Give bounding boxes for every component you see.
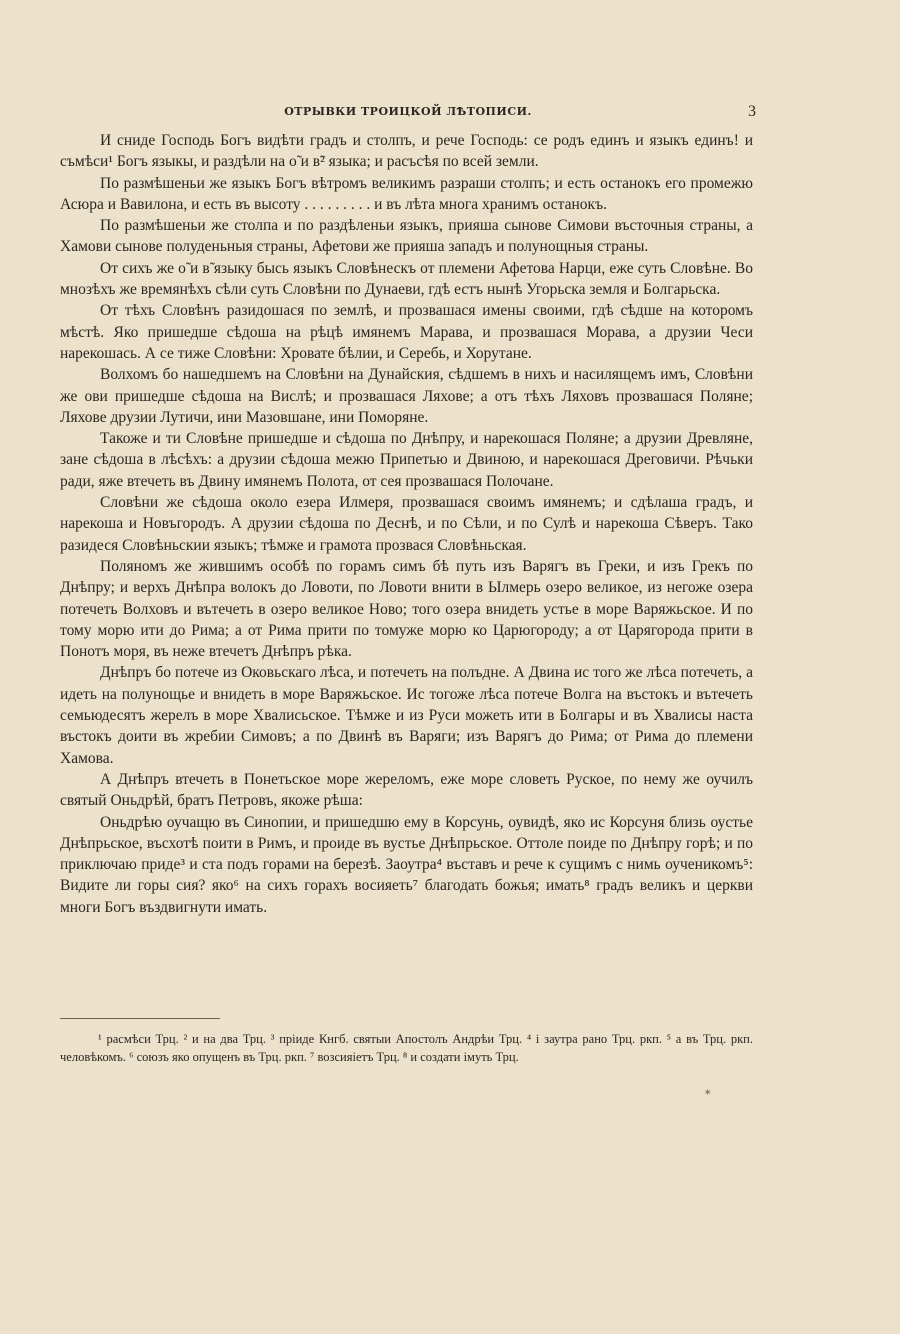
paragraph: Днѣпръ бо потече из Оковьскаго лѣса, и потечеть на полъдне. А Двина ис того же лѣса потечеть, а идеть на полунощье и внидеть в море Варяжьское. Ис тогоже лѣса потече Волга на въстокъ и вътечеть семьюдесятъ жерелъ в море Хвалисьское. Тѣмже и из Руси можеть ити в Болгары и въ Хвалисы наста въстокъ доити въ жребии Симовъ; а по Двинѣ въ Варяги; изъ Варягъ до Рима; от Рима до племени Хамова.: [60, 664, 753, 767]
footnotes: ¹ расмѣси Трц. ² и на два Трц. ³ прiиде Кнгб. святыи Апостолъ Андрѣи Трц. ⁴ i заутра рано Трц. ркп. ⁵ а въ Трц. ркп. человѣкомъ. ⁶ союзъ яко опущенъ въ Трц. ркп. ⁷ возсияiетъ Трц. ⁸ и создати iмуть Трц.: [60, 1032, 753, 1064]
paragraph: По размѣшеньи же столпа и по раздѣленьи языкъ, прияша сынове Симови въсточныя страны, а Хамови сынове полуденьныя страны, Афетови же прияша западъ и полунощныя страны.: [60, 217, 753, 256]
paragraph: От тѣхъ Словѣнъ разидошася по землѣ, и прозвашася имены своими, гдѣ сѣдше на которомъ мѣстѣ. Яко пришедше сѣдоша на рѣцѣ имянемъ Марава, и прозвашася Морава, а друзии Чеси нарекошась. А се тиже Словѣни: Хровате бѣлии, и Серебь, и Хорутане.: [60, 302, 753, 362]
paragraph: От сихъ же о̃ и в̃ языку бысь языкъ Словѣнескъ от племени Афетова Нарци, еже суть Словѣне. Во мнозѣхъ же времянѣхъ сѣли суть Словѣни по Дунаеви, гдѣ естъ нынѣ Угорьска земля и Болгарьска.: [60, 259, 753, 299]
paragraph: А Днѣпръ втечеть в Понетьское море жереломъ, еже море словеть Руское, по нему же оучилъ святый Оньдрѣй, братъ Петровъ, якоже рѣша:: [60, 770, 753, 810]
page-number: 3: [748, 103, 756, 120]
main-text: [60, 130, 753, 918]
paragraph: Такоже и ти Словѣне пришедше и сѣдоша по Днѣпру, и нарекошася Поляне; а друзии Древляне, зане сѣдоша в лѣсѣхъ: а друзии сѣдоша межю Припетью и Двиною, и нарекошася Дреговичи. Рѣчьки ради, яже втечеть въ Двину имянемъ Полота, от сея прозвашася Полочане.: [60, 430, 753, 490]
paragraph: Словѣни же сѣдоша около езера Илмеря, прозвашася своимъ имянемъ; и сдѣлаша градъ, и нарекоша и Новъгородъ. А друзии сѣдоша по Деснѣ, и по Сѣли, и по Сулѣ и нарекоша Сѣверъ. Тако разидеся Словѣньскии языкъ; тѣмже и грамота прозвася Словѣньская.: [60, 494, 753, 554]
printer-mark: *: [705, 1088, 711, 1101]
paragraph: Поляномъ же жившимъ особѣ по горамъ симъ бѣ путь изъ Варягъ въ Греки, и изъ Грекъ по Днѣпру; и верхъ Днѣпра волокъ до Ловоти, по Ловоти внити в Ылмерь озеро великое, из негоже озера потечеть Волховъ и вътечеть в озеро великое Ново; того озера внидеть устье в море Варяжьское. И по тому морю ити до Рима; а от Рима прити по томуже морю ко Царюгороду; а от Царягорода прити в Понотъ моря, въ неже втечетъ Днѣпръ рѣка.: [60, 557, 753, 661]
footnote-divider: [60, 1018, 220, 1019]
paragraph: Оньдрѣю оучащю въ Синопии, и пришедшю ему в Корсунь, оувидѣ, яко ис Корсуня близь оустье Днѣпрьское, въсхотѣ поити в Римъ, и проиде въ вустье Днѣпрьское. Оттоле поиде по Днѣпру горѣ; и по приключаю приде³ и ста подъ горами на березѣ. Заоутра⁴ въставъ и рече к сущимъ с нимь оученикомъ⁵: Видите ли горы сия? яко⁶ на сихъ горахъ восияеть⁷ благодать божья; имать⁸ градъ великъ и церкви многи Богъ въздвигнути имать.: [60, 813, 753, 916]
page-header: [60, 105, 756, 125]
paragraph: Волхомъ бо нашедшемъ на Словѣни на Дунайския, сѣдшемъ в нихъ и насилящемъ имъ, Словѣни же ови пришедше сѣдоша на Вислѣ; и прозвашася Ляхове; а отъ тѣхъ Ляховъ прозвашася Поляне; Ляхове друзии Лутичи, ини Мазовшане, ини Поморяне.: [60, 366, 753, 426]
paragraph: И сниде Господь Богъ видѣти градъ и столпъ, и рече Господь: се родъ единъ и языкъ единъ! и съмѣси¹ Богъ языкы, и раздѣли на о̃ и в̃² языка; и расъсѣя по всей земли.: [60, 132, 753, 171]
running-title: ОТРЫВКИ ТРОИЦКОЙ ЛѢТОПИСИ.: [284, 105, 532, 118]
paragraph: По размѣшеньи же языкъ Богъ вѣтромъ великимъ разраши столпъ; и есть останокъ его промежю Асюра и Вавилона, и есть въ высоту . . . . . . . . . и въ лѣта многа хранимъ останокъ.: [60, 174, 753, 213]
